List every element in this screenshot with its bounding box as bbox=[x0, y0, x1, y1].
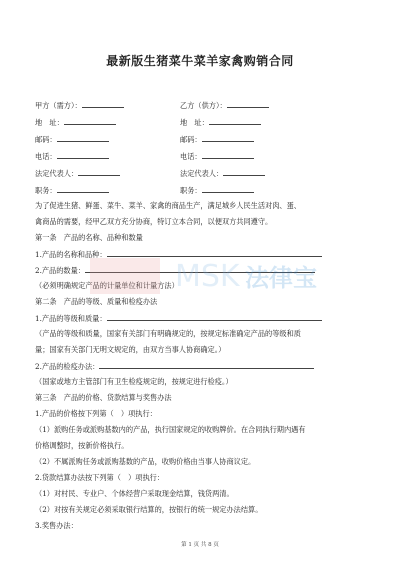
article-1-heading: 第一条 产品的名称、品种和数量 bbox=[35, 233, 143, 242]
product-grade-blank[interactable] bbox=[107, 313, 322, 321]
party-b-postcode: 邮码： bbox=[180, 134, 254, 144]
grade-note-line-1: （产品的等级和质量，国家有关部门有明确规定的，按规定标准确定产品的等级和质 bbox=[35, 329, 301, 338]
party-a-legal-rep: 法定代表人： bbox=[35, 168, 120, 178]
grade-note-line-2: 量；国家有关部门无明文规定的，由双方当事人协商确定。） bbox=[35, 345, 226, 354]
watermark-glyphs: MSK bbox=[175, 259, 240, 294]
party-a-label: 甲方（需方）： bbox=[35, 100, 124, 110]
product-quantity-line: 2.产品的数量： bbox=[35, 265, 315, 275]
party-a-position-blank[interactable] bbox=[57, 185, 109, 193]
party-a-phone: 电话： bbox=[35, 151, 109, 161]
watermark-brand: 法律宝 bbox=[245, 264, 317, 292]
page-footer: 第 1 页 共 8 页 bbox=[181, 542, 219, 548]
product-quantity-blank[interactable] bbox=[85, 265, 315, 273]
article-2-heading: 第二条 产品的等级、质量和检疫办法 bbox=[35, 297, 158, 306]
settlement-clause: 2.货款结算办法按下列第（ ）项执行： bbox=[35, 473, 165, 482]
party-b-phone: 电话： bbox=[180, 151, 254, 161]
party-a-address-blank[interactable] bbox=[64, 117, 116, 125]
quantity-note: （必须明确规定产品的计量单位和计量方法） bbox=[35, 281, 179, 290]
price-option-2: （2）不属派购任务或派购基数的产品，收购价格由当事人协商议定。 bbox=[35, 457, 256, 466]
quarantine-blank[interactable] bbox=[99, 361, 314, 369]
party-a-position: 职务： bbox=[35, 185, 109, 195]
price-clause: 1.产品的价格按下列第（ ）项执行： bbox=[35, 409, 157, 418]
product-grade-line: 1.产品的等级和质量： bbox=[35, 313, 322, 323]
quarantine-line: 2.产品的检疫办法： bbox=[35, 361, 314, 371]
party-b-legal-rep-blank[interactable] bbox=[223, 168, 265, 176]
product-name-blank[interactable] bbox=[107, 249, 322, 257]
party-a-legal-rep-blank[interactable] bbox=[78, 168, 120, 176]
contract-title: 最新版生猪菜牛菜羊家禽购销合同 bbox=[106, 54, 294, 68]
party-b-phone-blank[interactable] bbox=[202, 151, 254, 159]
party-b-postcode-blank[interactable] bbox=[202, 134, 254, 142]
quarantine-note: （国家或地方主管部门有卫生检疫规定的，按规定进行检疫。） bbox=[35, 377, 233, 386]
settlement-option-2: （2）对按有关规定必须采取银行结算的，按银行的统一规定办法结算。 bbox=[35, 505, 263, 514]
product-name-line: 1.产品的名称和品种： bbox=[35, 249, 322, 259]
party-b-legal-rep: 法定代表人： bbox=[180, 168, 265, 178]
party-b-blank[interactable] bbox=[227, 100, 269, 108]
party-b-label: 乙方（供方）： bbox=[180, 100, 269, 110]
reward-clause: 3.奖售办法： bbox=[35, 521, 78, 530]
party-b-address: 地 址： bbox=[180, 117, 261, 127]
preamble-line-2: 禽商品的需要，经甲乙双方充分协商，特订立本合同，以便双方共同遵守。 bbox=[35, 217, 273, 226]
party-a-address: 地 址： bbox=[35, 117, 116, 127]
party-a-postcode: 邮码： bbox=[35, 134, 109, 144]
party-a-blank[interactable] bbox=[82, 100, 124, 108]
party-a-postcode-blank[interactable] bbox=[57, 134, 109, 142]
settlement-option-1: （1）对村民、专业户、个体经营户采取现金结算，钱货两清。 bbox=[35, 489, 234, 498]
preamble-line-1: 为了促进生猪、鲜蛋、菜牛、菜羊、家禽的商品生产，满足城乡人民生活对肉、蛋、 bbox=[35, 201, 301, 210]
party-b-position-blank[interactable] bbox=[202, 185, 254, 193]
price-option-1-line-2: 价格调整时，按新价格执行。 bbox=[35, 441, 129, 450]
party-b-position: 职务： bbox=[180, 185, 254, 195]
price-option-1-line-1: （1）派购任务或派购基数内的产品，执行国家规定的收购牌价。在合同执行期内遇有 bbox=[35, 425, 306, 434]
article-3-heading: 第三条 产品的价格、货款结算与奖售办法 bbox=[35, 393, 172, 402]
party-b-address-blank[interactable] bbox=[209, 117, 261, 125]
party-a-phone-blank[interactable] bbox=[57, 151, 109, 159]
